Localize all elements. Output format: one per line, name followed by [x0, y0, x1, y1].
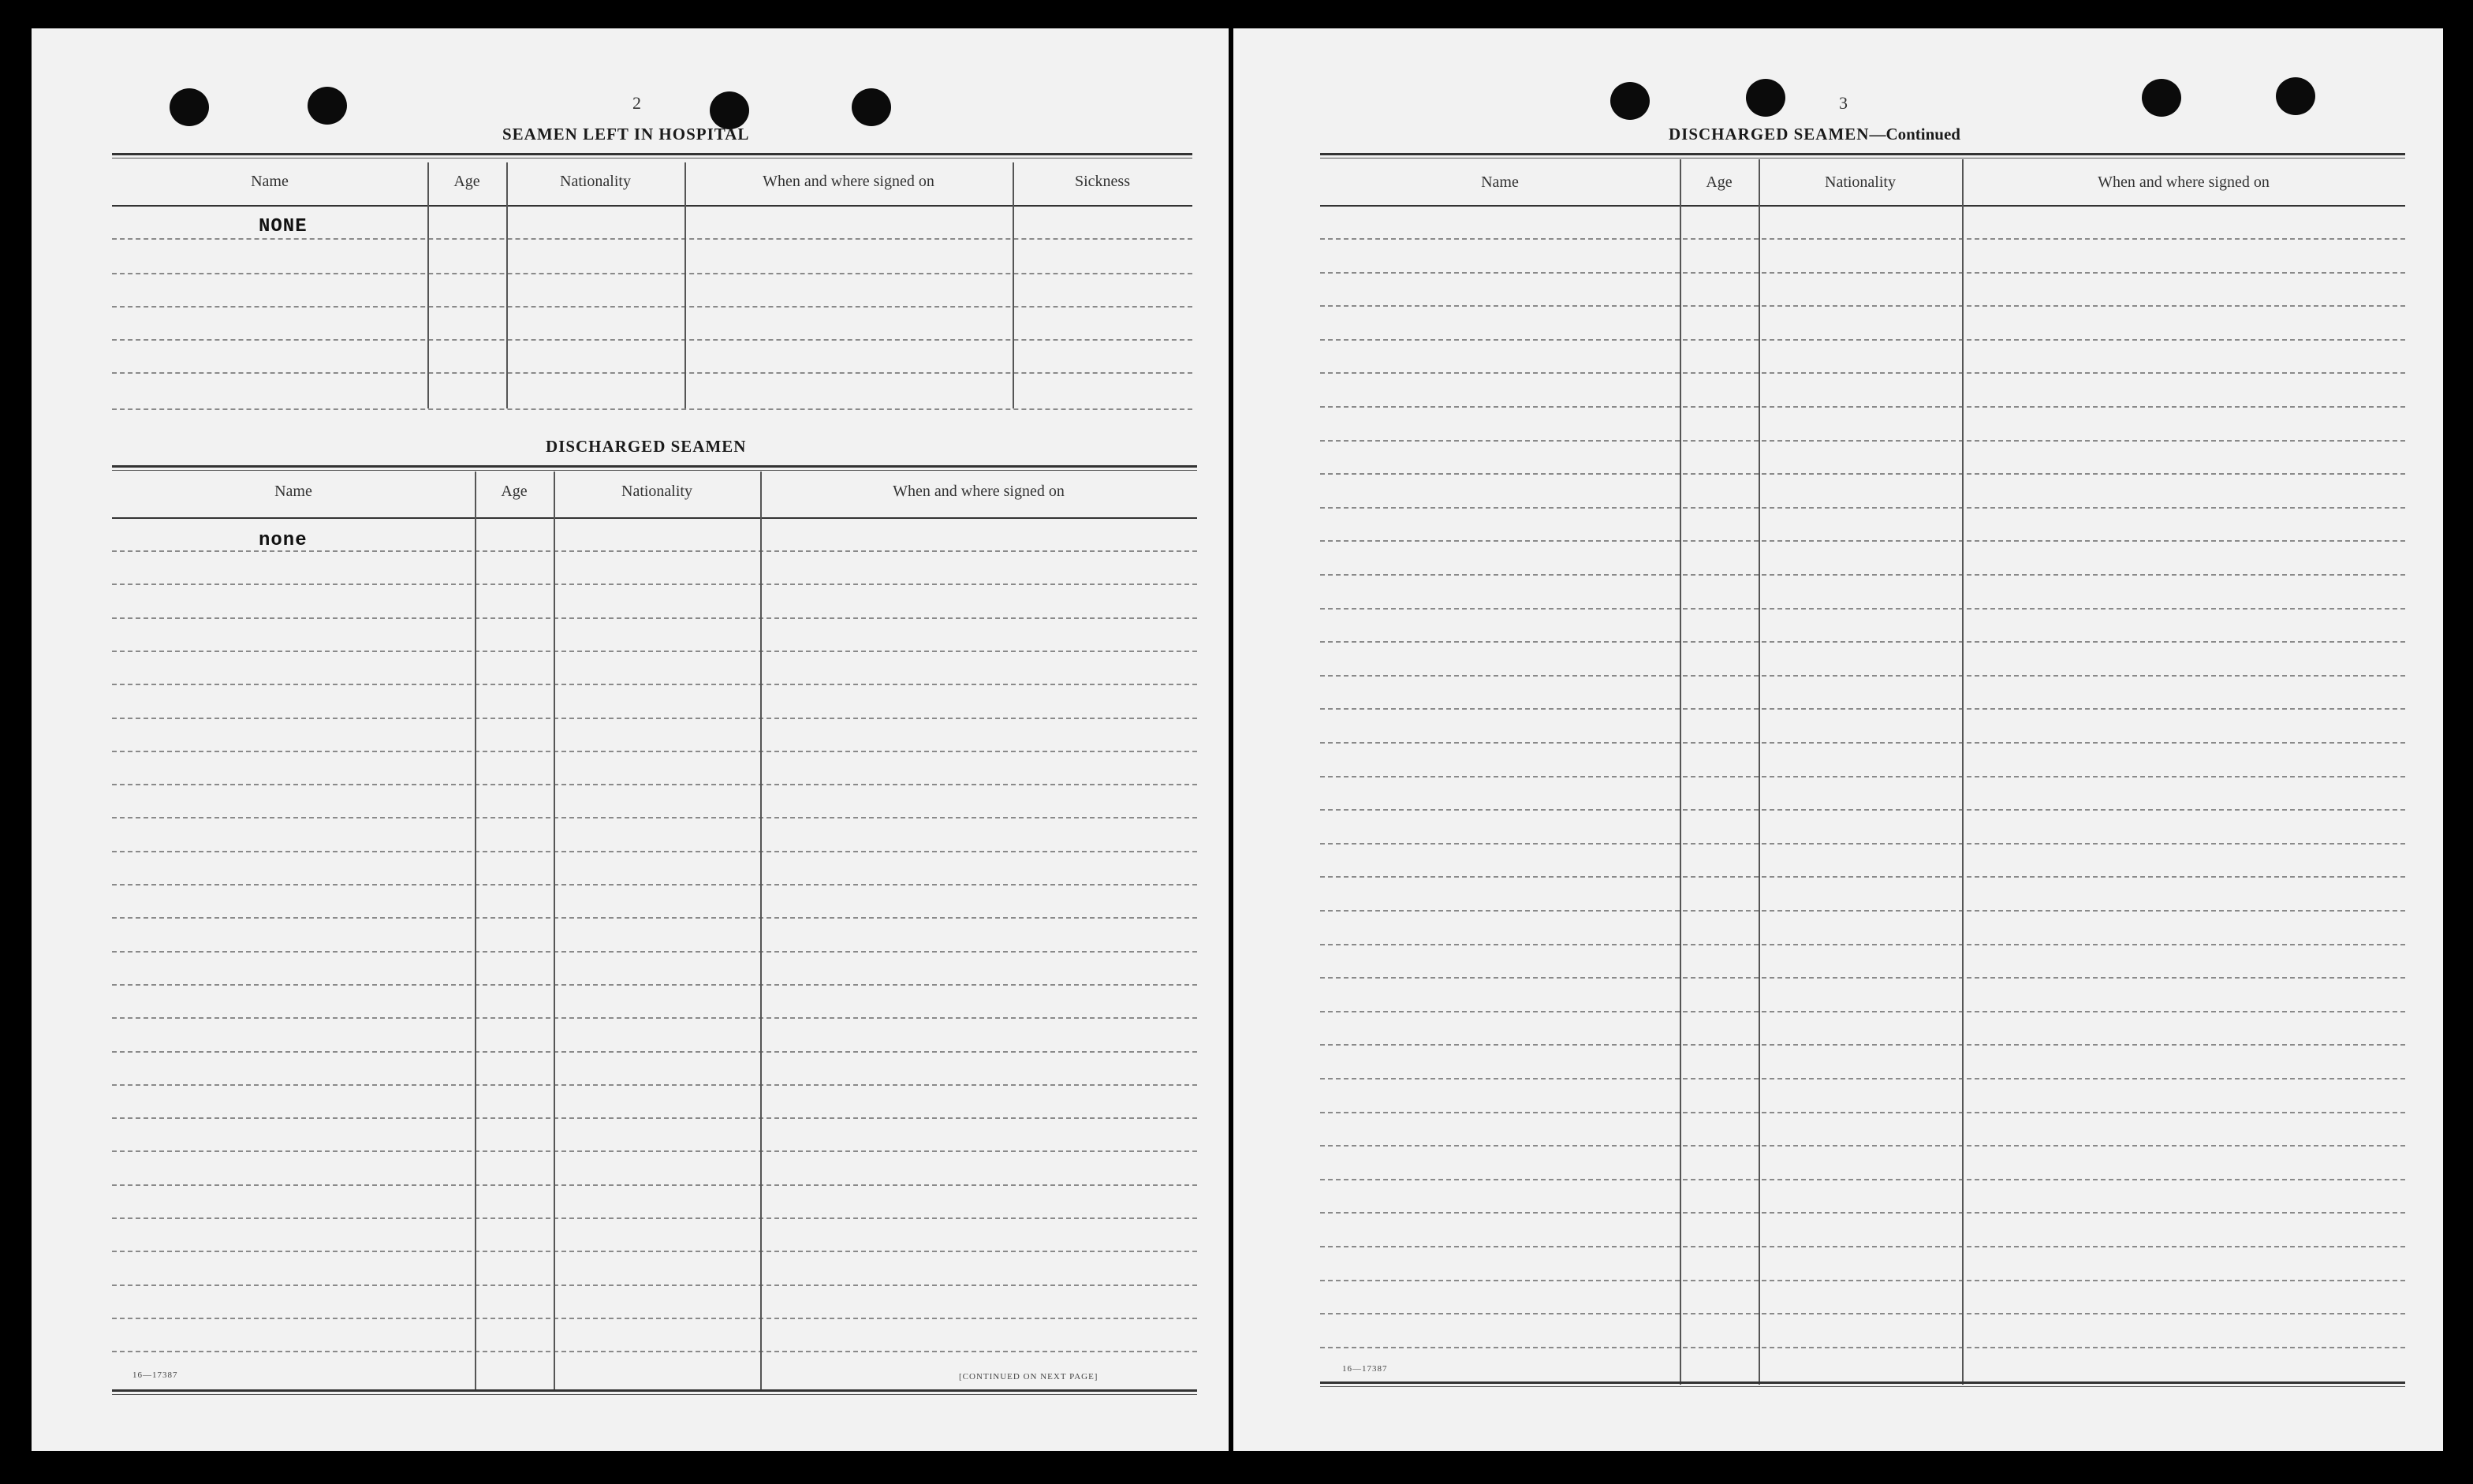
- row-rule: [112, 718, 1197, 719]
- row-rule: [1320, 1112, 2405, 1113]
- row-rule: [1320, 272, 2405, 274]
- row-rule: [112, 1117, 1197, 1119]
- row-rule: [112, 408, 1192, 410]
- punch-hole: [308, 87, 347, 125]
- row-rule: [1320, 876, 2405, 878]
- row-rule: [1320, 1078, 2405, 1079]
- row-rule: [1320, 1011, 2405, 1012]
- discharged-continued-title: [1669, 125, 1960, 144]
- row-rule: [1320, 742, 2405, 744]
- row-rule: [1320, 406, 2405, 408]
- row-rule: [1320, 608, 2405, 610]
- row-rule: [112, 851, 1197, 852]
- row-rule: [1320, 1145, 2405, 1147]
- punch-hole: [1610, 82, 1650, 120]
- row-rule: [112, 339, 1192, 341]
- column-divider: [427, 162, 429, 408]
- row-rule: [112, 884, 1197, 886]
- column-divider: [475, 472, 476, 1391]
- row-rule: [112, 372, 1192, 374]
- row-rule: [1320, 1347, 2405, 1348]
- row-rule: [1320, 910, 2405, 912]
- row-rule: [1320, 843, 2405, 845]
- punch-hole: [2142, 79, 2181, 117]
- punch-hole: [2276, 77, 2315, 115]
- punch-hole: [170, 88, 209, 126]
- column-header-name: Name: [274, 483, 312, 500]
- column-divider: [760, 472, 762, 1391]
- section-title-suffix: —Continued: [1869, 125, 1960, 144]
- row-rule: [112, 1251, 1197, 1252]
- row-rule: [1320, 809, 2405, 811]
- row-rule: [112, 1217, 1197, 1219]
- row-rule: [112, 684, 1197, 685]
- row-rule: [112, 273, 1192, 274]
- page-number: 3: [1839, 93, 1848, 113]
- row-rule: [1320, 1212, 2405, 1214]
- header-rule: [1320, 205, 2405, 207]
- row-rule: [112, 1285, 1197, 1286]
- column-header-signed-on: When and where signed on: [2098, 173, 2270, 191]
- punch-hole: [1746, 79, 1785, 117]
- column-header-nationality: Nationality: [621, 483, 692, 500]
- column-divider: [1759, 159, 1760, 1385]
- column-header-name: Name: [1481, 173, 1519, 191]
- row-rule: [1320, 944, 2405, 945]
- section-rule: [112, 465, 1197, 471]
- row-rule: [1320, 1313, 2405, 1314]
- row-rule: [1320, 1179, 2405, 1180]
- row-rule: [1320, 305, 2405, 307]
- punch-hole: [710, 91, 749, 129]
- row-rule: [1320, 708, 2405, 710]
- section-title-text: DISCHARGED SEAMEN: [1669, 125, 1870, 144]
- row-rule: [1320, 641, 2405, 643]
- row-rule: [112, 1017, 1197, 1019]
- column-divider: [684, 162, 686, 408]
- row-rule: [112, 651, 1197, 652]
- section-rule: [112, 153, 1192, 158]
- discharged-entry-name: none: [259, 530, 308, 551]
- column-header-age: Age: [453, 173, 480, 190]
- header-rule: [112, 517, 1197, 519]
- column-header-nationality: Nationality: [1825, 173, 1896, 191]
- continued-note: [CONTINUED ON NEXT PAGE]: [959, 1372, 1098, 1381]
- form-number: 16—17387: [1342, 1364, 1388, 1374]
- column-divider: [554, 472, 555, 1391]
- row-rule: [1320, 339, 2405, 341]
- row-rule: [112, 917, 1197, 919]
- bottom-rule: [1320, 1381, 2405, 1387]
- left-page: [32, 28, 1229, 1451]
- row-rule: [1320, 776, 2405, 777]
- row-rule: [112, 1051, 1197, 1053]
- row-rule: [1320, 540, 2405, 542]
- column-header-sickness: Sickness: [1075, 173, 1130, 190]
- row-rule: [1320, 574, 2405, 576]
- punch-hole: [852, 88, 891, 126]
- row-rule: [1320, 372, 2405, 374]
- row-rule: [1320, 238, 2405, 240]
- row-rule: [1320, 977, 2405, 979]
- column-divider: [1962, 159, 1964, 1385]
- column-header-age: Age: [1706, 173, 1733, 191]
- page-number: 2: [632, 93, 641, 113]
- row-rule: [112, 1318, 1197, 1319]
- discharged-section-title: DISCHARGED SEAMEN: [546, 437, 747, 456]
- column-divider: [1013, 162, 1014, 408]
- section-rule: [1320, 153, 2405, 158]
- row-rule: [112, 1184, 1197, 1186]
- right-page: [1233, 28, 2443, 1451]
- row-rule: [112, 817, 1197, 818]
- row-rule: [112, 1351, 1197, 1352]
- form-number: 16—17387: [132, 1370, 178, 1380]
- row-rule: [112, 1084, 1197, 1086]
- hospital-section-title: SEAMEN LEFT IN HOSPITAL: [502, 125, 750, 144]
- row-rule: [112, 951, 1197, 953]
- column-divider: [506, 162, 508, 408]
- row-rule: [112, 306, 1192, 308]
- column-divider: [1680, 159, 1681, 1385]
- row-rule: [1320, 1280, 2405, 1281]
- row-rule: [112, 238, 1192, 240]
- row-rule: [1320, 440, 2405, 442]
- column-header-signed-on: When and where signed on: [893, 483, 1065, 500]
- row-rule: [112, 617, 1197, 619]
- row-rule: [1320, 473, 2405, 475]
- row-rule: [112, 984, 1197, 986]
- row-rule: [112, 751, 1197, 752]
- row-rule: [112, 784, 1197, 785]
- row-rule: [112, 584, 1197, 585]
- row-rule: [1320, 1044, 2405, 1046]
- bottom-rule: [112, 1389, 1197, 1395]
- header-rule: [112, 205, 1192, 207]
- column-header-nationality: Nationality: [560, 173, 631, 190]
- row-rule: [112, 1150, 1197, 1152]
- column-header-age: Age: [501, 483, 528, 500]
- row-rule: [1320, 1246, 2405, 1247]
- row-rule: [1320, 507, 2405, 509]
- column-header-signed-on: When and where signed on: [763, 173, 934, 190]
- hospital-entry-name: NONE: [259, 216, 308, 237]
- column-header-name: Name: [251, 173, 289, 190]
- row-rule: [1320, 675, 2405, 677]
